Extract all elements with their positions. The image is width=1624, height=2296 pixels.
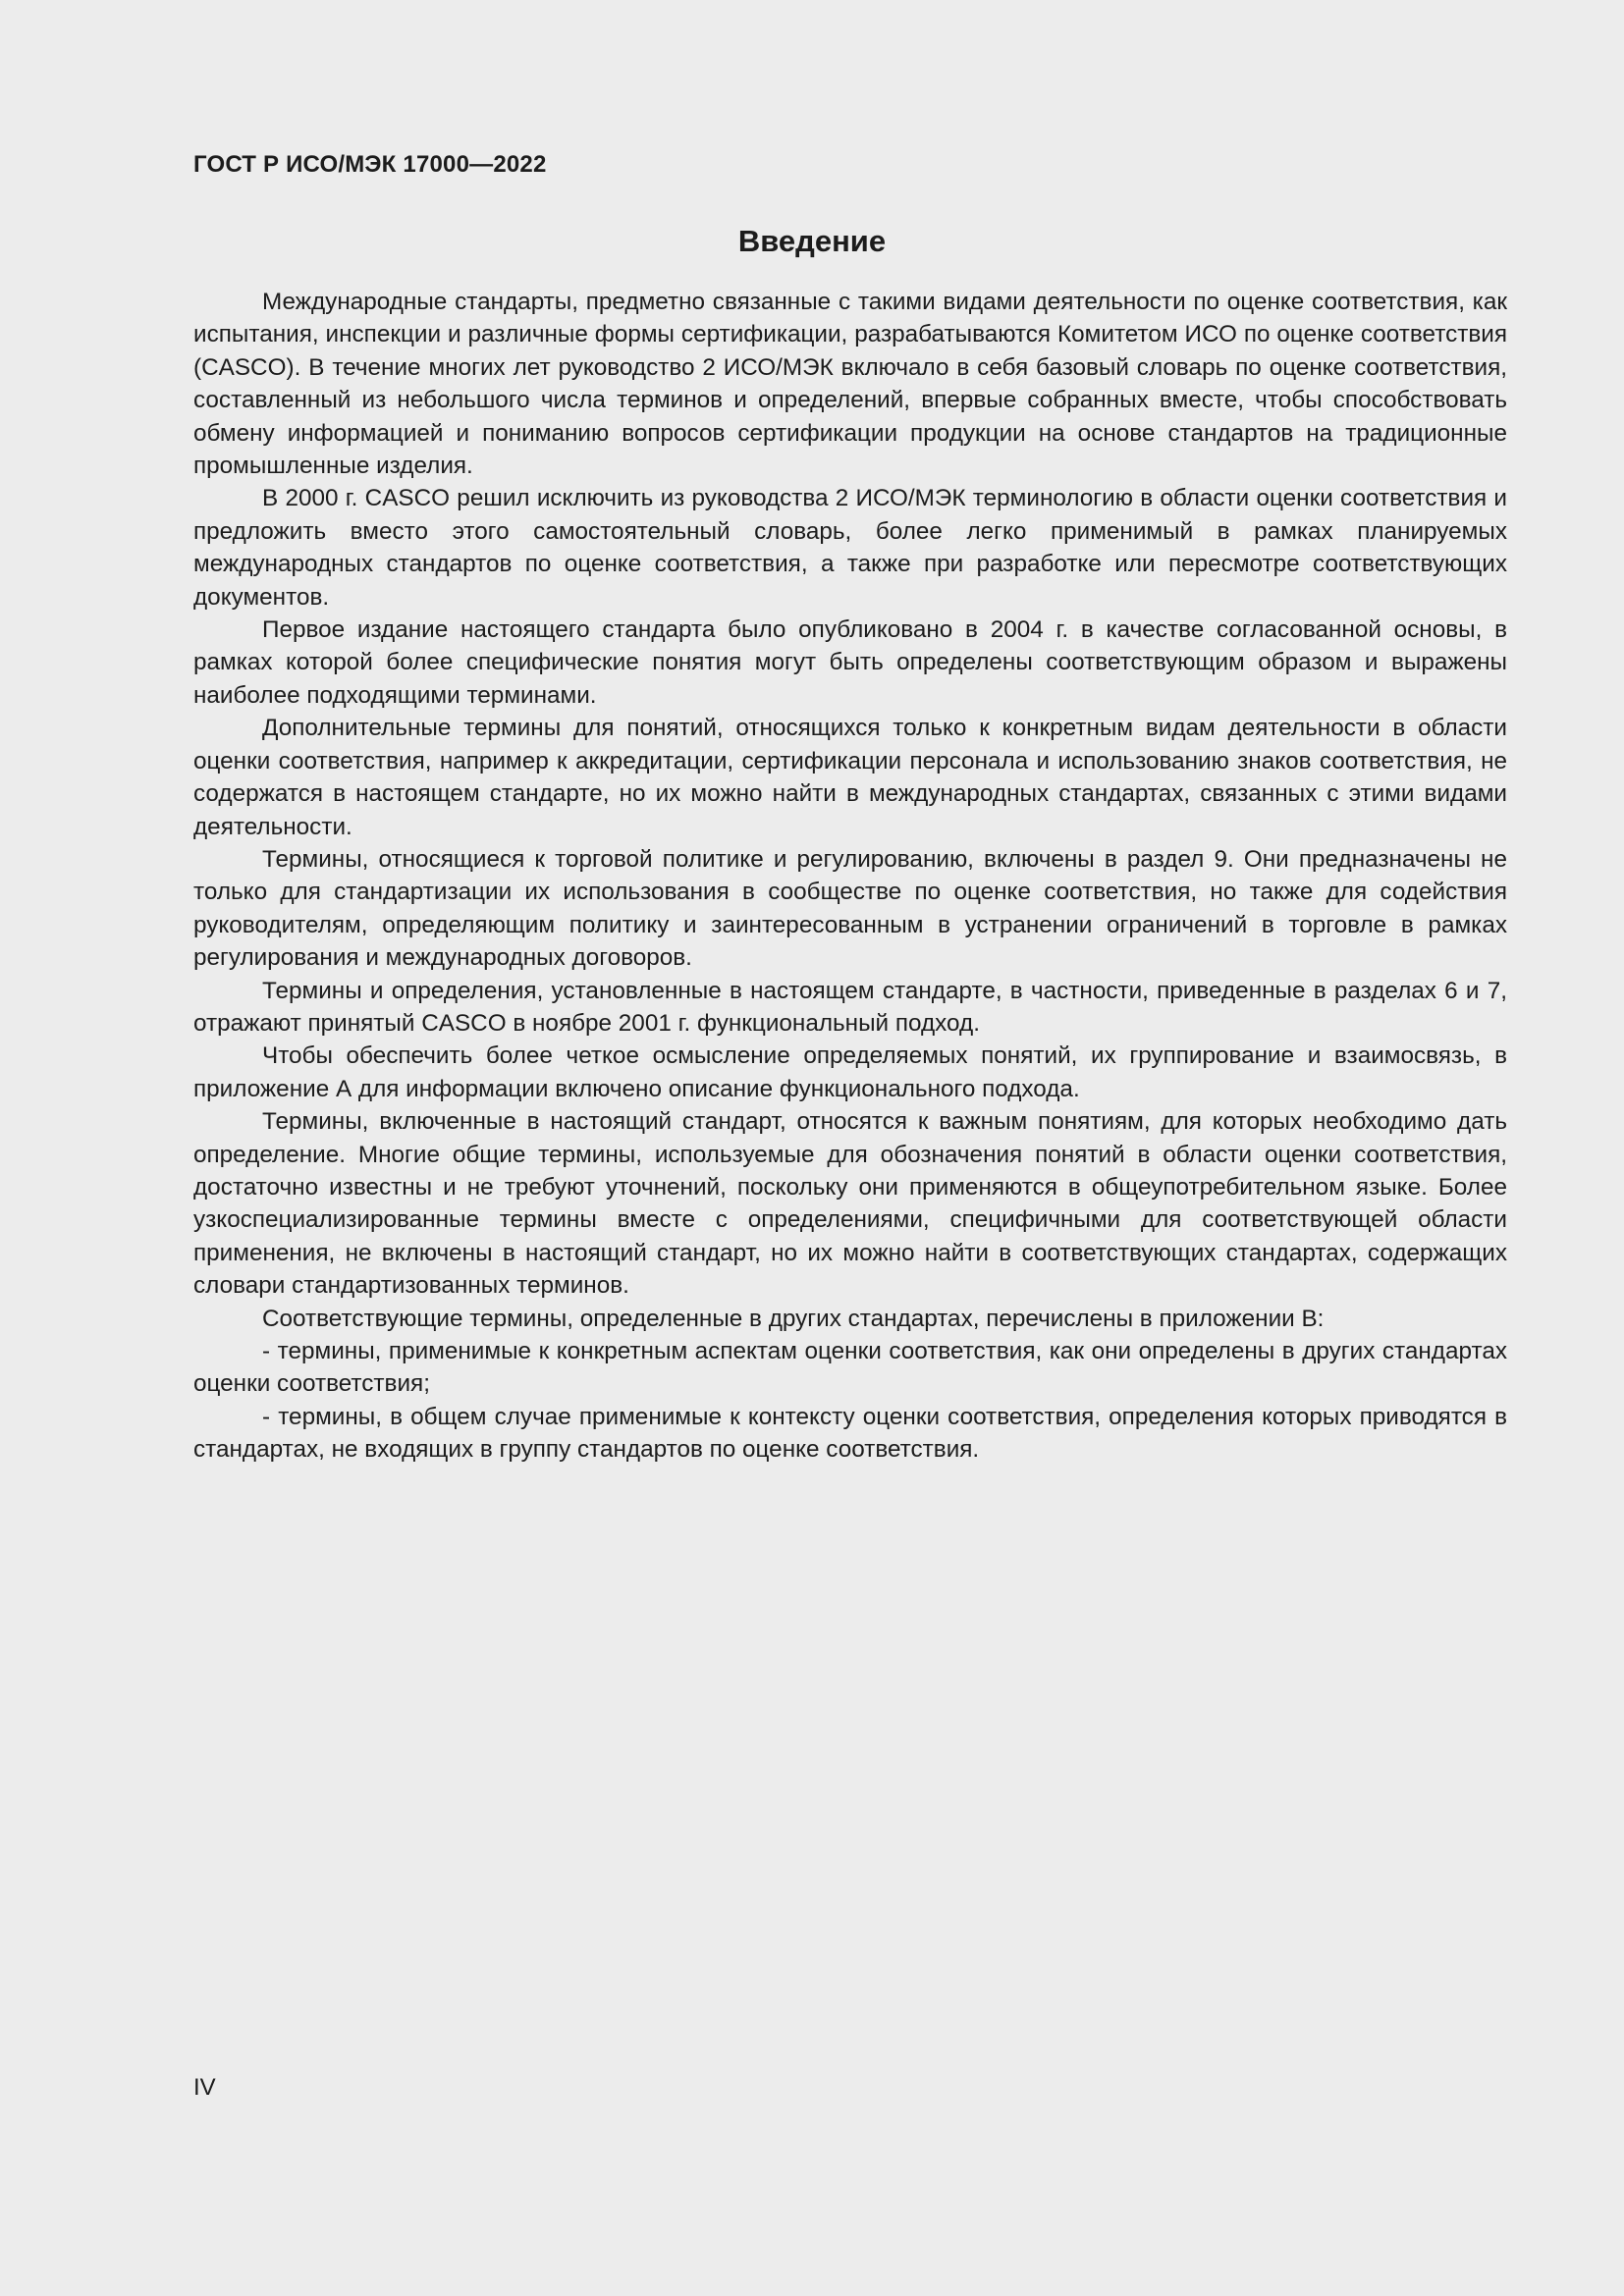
body-text xyxy=(193,286,1507,1467)
paragraph: Дополнительные термины для понятий, относящихся только к конкретным видам деятельности в области оценки соответствия, например к аккредитации, сертификации персонала и использованию знаков соответствия, не содержатся в настоящем стандарте, но их можно найти в международных стандартах, связанных с этими видами деятельности. xyxy=(193,715,1507,840)
list-item: - термины, применимые к конкретным аспектам оценки соответствия, как они определены в других стандартах оценки соответствия; xyxy=(193,1338,1507,1398)
paragraph: Термины, относящиеся к торговой политике и регулированию, включены в раздел 9. Они предназначены не только для стандартизации их использования в сообществе по оценке соответствия, но также для содействия руководителям, определяющим политику и заинтересованным в устранении ограничений в торговле в рамках регулирования и международных договоров. xyxy=(193,845,1507,972)
section-title: Введение xyxy=(737,224,887,258)
list-item: - термины, в общем случае применимые к контексту оценки соответствия, определения которых приводятся в стандартах, не входящих в группу стандартов по оценке соответствия. xyxy=(193,1403,1507,1464)
paragraph: Термины и определения, установленные в настоящем стандарте, в частности, приведенные в разделах 6 и 7, отражают принятый CASCO в ноябре 2001 г. функциональный подход. xyxy=(193,977,1507,1037)
page-number: IV xyxy=(193,2074,216,2101)
paragraph: Международные стандарты, предметно связанные с такими видами деятельности по оценке соответствия, как испытания, инспекции и различные формы сертификации, разрабатываются Комитетом ИСО по оценке соответствия (CASCO). В течение многих лет руководство 2 ИСО/МЭК включало в себя базовый словарь по оценке соответствия, составленный из небольшого числа терминов и определений, впервые собранных вместе, чтобы способствовать обмену информацией и пониманию вопросов сертификации продукции на основе стандартов на традиционные промышленные изделия. xyxy=(193,289,1507,480)
paragraph: Первое издание настоящего стандарта было опубликовано в 2004 г. в качестве согласованной основы, в рамках которой более специфические понятия могут быть определены соответствующим образом и выражены наиболее подходящими терминами. xyxy=(193,616,1507,709)
paragraph: Соответствующие термины, определенные в других стандартах, перечислены в приложении В: xyxy=(262,1305,1325,1332)
paragraph: Чтобы обеспечить более четкое осмысление определяемых понятий, их группирование и взаимосвязь, в приложение А для информации включено описание функционального подхода. xyxy=(193,1042,1507,1102)
paragraph: Термины, включенные в настоящий стандарт, относятся к важным понятиям, для которых необходимо дать определение. Многие общие термины, используемые для обозначения понятий в области оценки соответствия, достаточно известны и не требуют уточнений, поскольку они применяются в общеупотребительном языке. Более узкоспециализированные термины вместе с определениями, специфичными для соответствующей области применения, не включены в настоящий стандарт, но их можно найти в соответствующих стандартах, содержащих словари стандартизованных терминов. xyxy=(193,1108,1507,1300)
paragraph: В 2000 г. CASCO решил исключить из руководства 2 ИСО/МЭК терминологию в области оценки соответствия и предложить вместо этого самостоятельный словарь, более легко применимый в рамках планируемых международных стандартов по оценке соответствия, а также при разработке или пересмотре соответствующих документов. xyxy=(193,485,1507,611)
document-code: ГОСТ Р ИСО/МЭК 17000—2022 xyxy=(193,151,547,178)
